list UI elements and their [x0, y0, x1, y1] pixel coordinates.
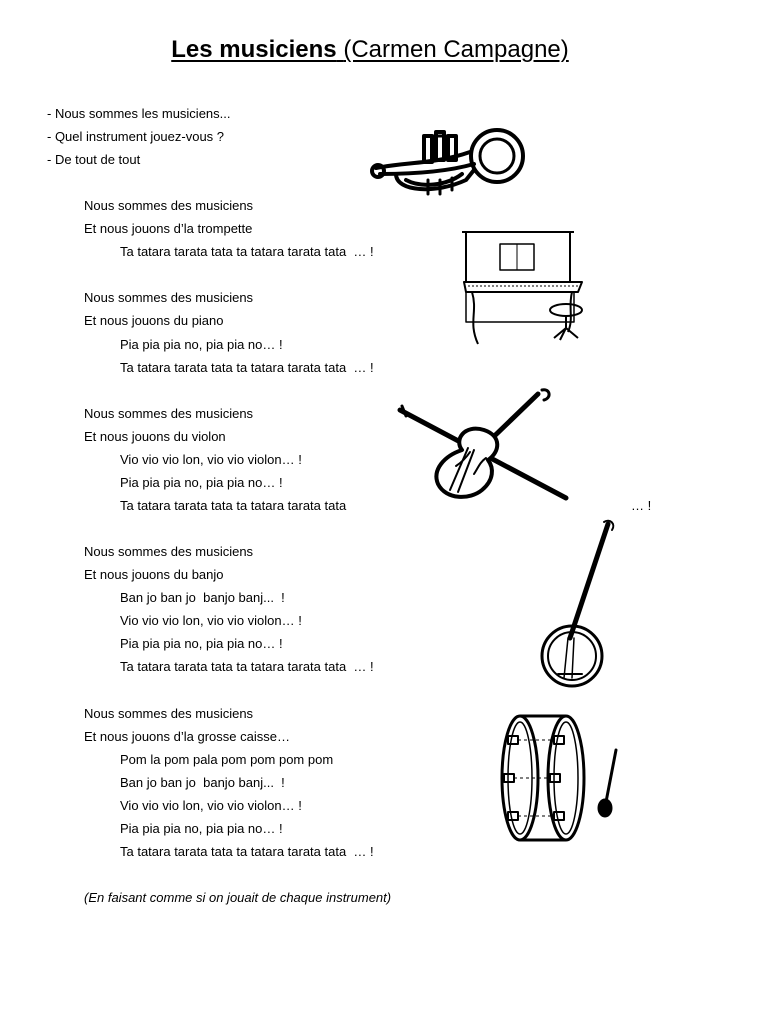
- verse-line: Ban jo ban jo banjo banj... !: [120, 590, 285, 605]
- verse-line: Ta tatara tarata tata ta tatara tarata tata … !: [120, 360, 374, 375]
- verse-line: Pia pia pia no, pia pia no… !: [120, 475, 283, 490]
- verse-line: Et nous jouons d’la trompette: [84, 221, 253, 236]
- verse-line: Et nous jouons du violon: [84, 429, 226, 444]
- violin-illustration: [396, 386, 572, 506]
- verse-line: Nous sommes des musiciens: [84, 290, 254, 305]
- verse-line: Ta tatara tarata tata ta tatara tarata tata … !: [120, 844, 374, 859]
- verse-line: Nous sommes des musiciens: [84, 198, 254, 213]
- verse-line-end: … !: [631, 498, 652, 513]
- verse-line: Pia pia pia no, pia pia no… !: [120, 337, 283, 352]
- intro-line: - Quel instrument jouez-vous ?: [47, 129, 225, 144]
- verse-line: Pia pia pia no, pia pia no… !: [120, 636, 283, 651]
- intro-line: - De tout de tout: [47, 152, 141, 167]
- verse-line: Nous sommes des musiciens: [84, 706, 254, 721]
- verse-line: Et nous jouons d’la grosse caisse…: [84, 729, 290, 744]
- verse-line: Ban jo ban jo banjo banj... !: [120, 775, 285, 790]
- footer-note: (En faisant comme si on jouait de chaque instrument): [84, 890, 392, 905]
- piano-illustration: [460, 228, 588, 348]
- verse-line: Nous sommes des musiciens: [84, 406, 254, 421]
- banjo-illustration: [538, 518, 618, 688]
- verse-line: Vio vio vio lon, vio vio violon… !: [120, 452, 302, 467]
- verse-line: Et nous jouons du piano: [84, 313, 224, 328]
- song-title: Les musiciens: [171, 36, 337, 63]
- trumpet-illustration: [366, 122, 532, 202]
- verse-line: Ta tatara tarata tata ta tatara tarata tata … !: [120, 659, 374, 674]
- intro-line: - Nous sommes les musiciens...: [47, 106, 231, 121]
- song-author: (Carmen Campagne): [343, 36, 569, 63]
- verse-line: Et nous jouons du banjo: [84, 567, 224, 582]
- verse-line: Nous sommes des musiciens: [84, 544, 254, 559]
- verse-line: Ta tatara tarata tata ta tatara tarata tata: [120, 498, 347, 513]
- verse-line: Vio vio vio lon, vio vio violon… !: [120, 798, 302, 813]
- verse-line: Pom la pom pala pom pom pom pom: [120, 752, 334, 767]
- bass-drum-illustration: [494, 710, 624, 846]
- verse-line: Pia pia pia no, pia pia no… !: [120, 821, 283, 836]
- verse-line: Vio vio vio lon, vio vio violon… !: [120, 613, 302, 628]
- verse-line: Ta tatara tarata tata ta tatara tarata tata … !: [120, 244, 374, 259]
- page-title: [0, 36, 740, 64]
